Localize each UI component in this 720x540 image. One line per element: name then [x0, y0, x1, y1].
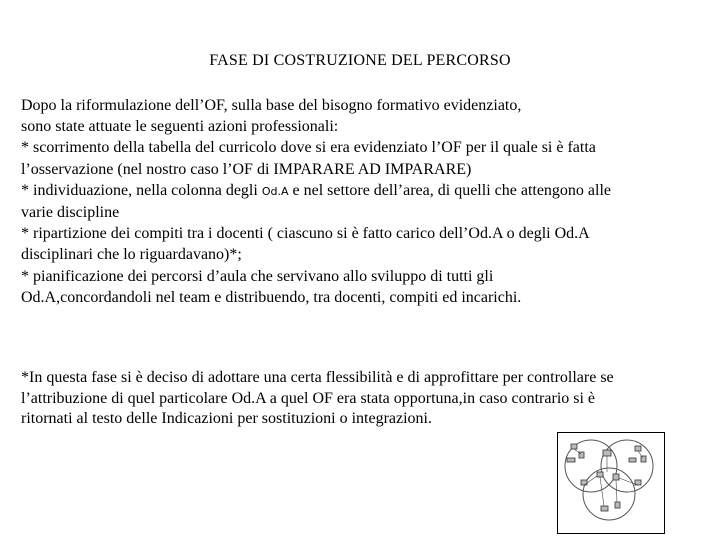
line-text-before: * individuazione, nella colonna degli	[21, 181, 262, 199]
body-line: varie discipline	[21, 204, 120, 222]
venn-diagram-graphic	[557, 432, 665, 534]
note-line: ritornati al testo delle Indicazioni per sostituzioni o integrazioni.	[21, 410, 432, 427]
document-title: FASE DI COSTRUZIONE DEL PERCORSO	[209, 52, 511, 69]
line-text-after: e nel settore dell’area, di quelli che attengono alle	[288, 181, 612, 199]
body-line-individuazione	[21, 180, 701, 202]
body-line: sono state attuate le seguenti azioni professionali:	[21, 118, 339, 136]
body-line: disciplinari che lo riguardavano)*;	[21, 246, 242, 264]
body-line: * ripartizione dei compiti tra i docenti ( ciascuno si è fatto carico dell’Od.A o degli Od.A	[21, 225, 590, 243]
body-text	[21, 95, 701, 308]
body-line: Dopo la riformulazione dell’OF, sulla base del bisogno formativo evidenziato,	[21, 97, 522, 114]
note-line: *In questa fase si è deciso di adottare una certa flessibilità e di approfittare per controllare se	[21, 369, 614, 386]
venn-diagram-thumbnail	[557, 432, 665, 534]
body-line: l’osservazione (nel nostro caso l’OF di IMPARARE AD IMPARARE)	[21, 160, 472, 178]
body-line: * scorrimento della tabella del curricolo dove si era evidenziato l’OF per il quale si è fatta	[21, 139, 596, 157]
oda-abbreviation: Od.A	[261, 184, 289, 198]
footnote-text	[21, 368, 711, 430]
body-line: * pianificazione dei percorsi d’aula che servivano allo sviluppo di tutti gli	[21, 267, 494, 285]
body-line: Od.A,concordandoli nel team e distribuendo, tra docenti, compiti ed incarichi.	[21, 288, 522, 306]
note-line: l’attribuzione di quel particolare Od.A a quel OF era stata opportuna,in caso contrario si è	[21, 389, 596, 407]
